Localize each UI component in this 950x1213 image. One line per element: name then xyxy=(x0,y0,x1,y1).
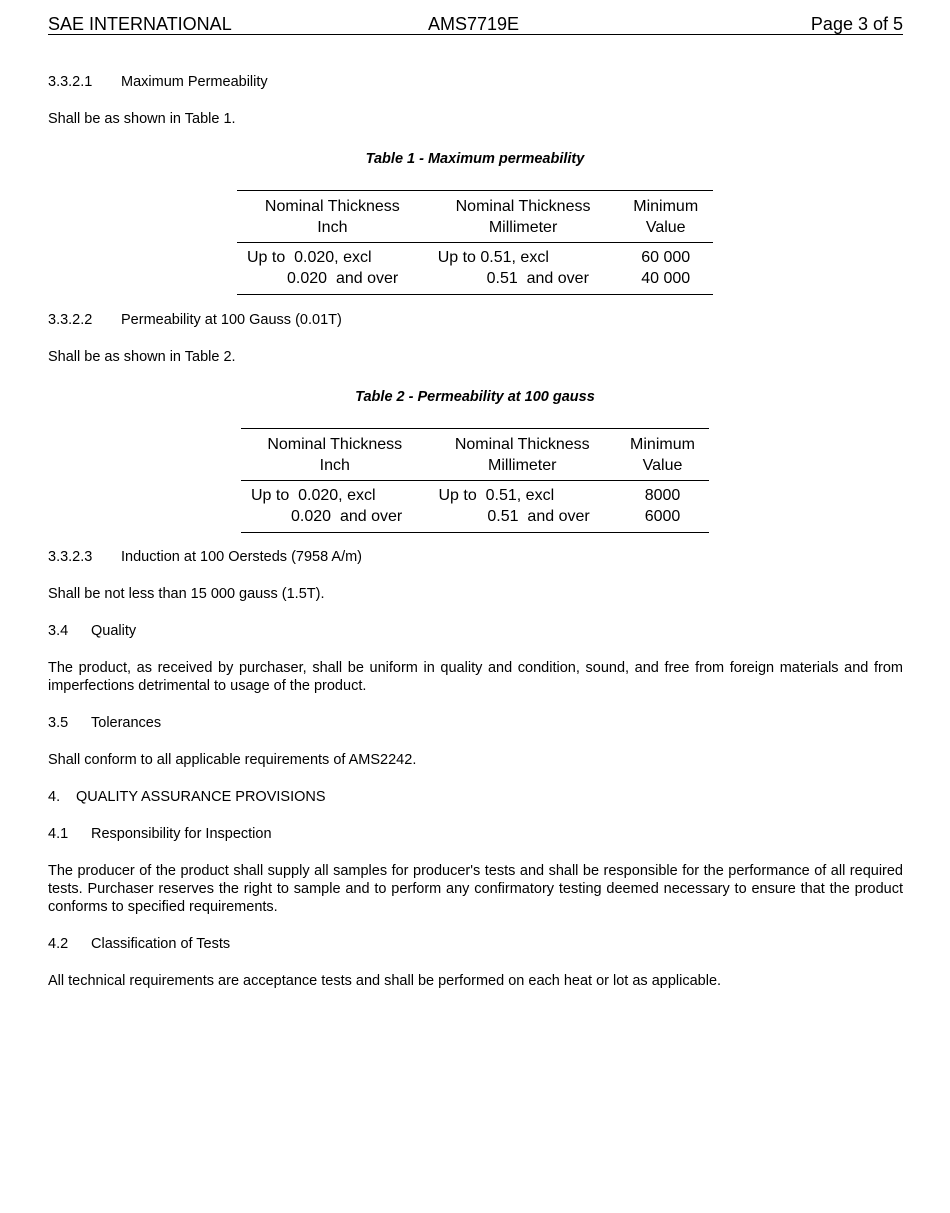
section-number: 4. xyxy=(48,789,61,805)
cell-millimeter: Up to 0.51, excl 0.51 and over xyxy=(438,487,590,525)
header-minimum-value: Minimum Value xyxy=(630,436,695,474)
header-millimeter: Nominal Thickness Millimeter xyxy=(454,436,590,474)
section-text-4-2: All technical requirements are acceptance tests and shall be performed on each heat or lot as applicable. xyxy=(48,973,722,989)
section-heading-3-3-2-2 xyxy=(48,311,342,329)
section-number: 3.4 xyxy=(48,623,69,639)
table-1 xyxy=(237,190,713,295)
section-title: Responsibility for Inspection xyxy=(91,826,272,842)
section-title: Quality xyxy=(91,623,137,639)
table-row xyxy=(241,481,709,533)
table-2 xyxy=(241,428,709,533)
header-inch: Nominal Thickness Inch xyxy=(267,436,403,474)
section-heading-4-2 xyxy=(48,935,230,953)
section-number: 3.3.2.2 xyxy=(48,312,93,328)
section-heading-4 xyxy=(48,788,326,806)
section-heading-3-5 xyxy=(48,714,161,732)
section-text-4-1: The producer of the product shall supply all samples for producer's tests and shall be responsible for the performance of all required tests. Purchaser reserves the right to sample and to perform any confirmatory testing deemed necessary to ensure that the product conforms to specified requirements. xyxy=(48,863,903,915)
table-header-row xyxy=(237,191,713,243)
section-number: 4.2 xyxy=(48,936,69,952)
header-document-number: AMS7719E xyxy=(428,14,520,34)
section-number: 4.1 xyxy=(48,826,69,842)
table-header-row xyxy=(241,429,709,481)
cell-inch: Up to 0.020, excl 0.020 and over xyxy=(247,249,399,287)
section-text-3-3-2-2: Shall be as shown in Table 2. xyxy=(48,349,236,365)
section-heading-3-3-2-3 xyxy=(48,548,362,566)
cell-minimum-value: 8000 6000 xyxy=(644,487,681,525)
section-heading-3-3-2-1 xyxy=(48,73,268,91)
header-minimum-value: Minimum Value xyxy=(633,198,699,236)
section-number: 3.5 xyxy=(48,715,69,731)
header-millimeter: Nominal Thickness Millimeter xyxy=(455,198,591,236)
section-text-3-3-2-3: Shall be not less than 15 000 gauss (1.5T). xyxy=(48,586,325,602)
section-title: Induction at 100 Oersteds (7958 A/m) xyxy=(121,549,362,565)
table-2-caption: Table 2 - Permeability at 100 gauss xyxy=(355,389,595,405)
page-header xyxy=(48,12,903,35)
section-title: Tolerances xyxy=(91,715,162,731)
section-title: QUALITY ASSURANCE PROVISIONS xyxy=(76,789,326,805)
section-heading-3-4 xyxy=(48,622,136,640)
section-title: Permeability at 100 Gauss (0.01T) xyxy=(121,312,342,328)
header-inch: Nominal Thickness Inch xyxy=(264,198,400,236)
section-heading-4-1 xyxy=(48,825,272,843)
section-title: Maximum Permeability xyxy=(121,74,268,90)
section-number: 3.3.2.1 xyxy=(48,74,93,90)
table-1-caption: Table 1 - Maximum permeability xyxy=(365,151,585,167)
header-organization: SAE INTERNATIONAL xyxy=(48,14,232,34)
section-text-3-4: The product, as received by purchaser, shall be uniform in quality and condition, sound, and free from foreign materials and from imperfections detrimental to usage of the product. xyxy=(48,660,903,694)
cell-millimeter: Up to 0.51, excl 0.51 and over xyxy=(437,249,589,287)
table-row xyxy=(237,243,713,295)
cell-inch: Up to 0.020, excl 0.020 and over xyxy=(251,487,403,525)
cell-minimum-value: 60 000 40 000 xyxy=(641,249,691,287)
section-text-3-5: Shall conform to all applicable requirements of AMS2242. xyxy=(48,752,417,768)
section-number: 3.3.2.3 xyxy=(48,549,93,565)
section-title: Classification of Tests xyxy=(91,936,231,952)
header-page-number: Page 3 of 5 xyxy=(810,14,903,34)
section-text-3-3-2-1: Shall be as shown in Table 1. xyxy=(48,111,236,127)
